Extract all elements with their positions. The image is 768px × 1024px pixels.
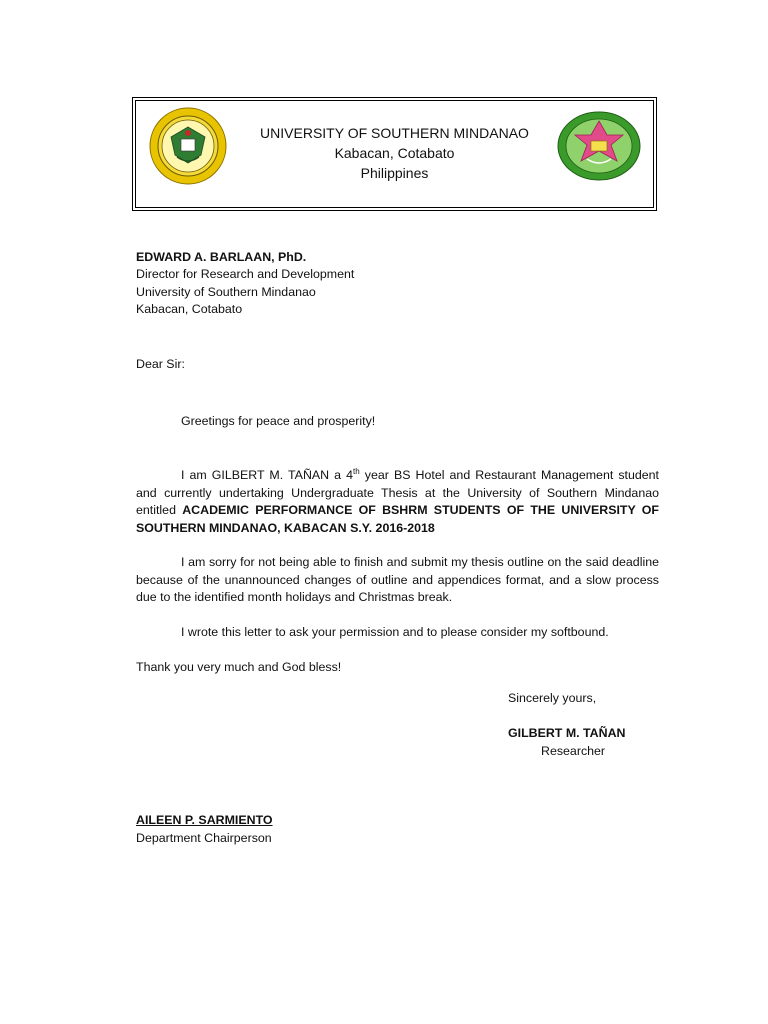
signatory-role: Researcher <box>541 744 606 758</box>
thesis-title: ACADEMIC PERFORMANCE OF BSHRM STUDENTS OF THE UNIVERSITY OF SOUTHERN MINDANAO, KABACAN S.Y. 2016-2018 <box>136 503 659 535</box>
signatory-name: GILBERT M. TAÑAN <box>508 726 626 740</box>
body-paragraph-1 <box>136 467 659 537</box>
body-paragraph-2: I am sorry for not being able to finish and submit my thesis outline on the said deadline because of the unannounced changes of outline and appendices format, and a slow process due to the identified month holidays and Christmas break. <box>136 555 659 604</box>
noted-name: AILEEN P. SARMIENTO <box>136 813 273 827</box>
university-city: Kabacan, Cotabato <box>334 145 455 161</box>
p1-start: I am GILBERT M. TAÑAN a 4 <box>181 468 354 482</box>
salutation: Dear Sir: <box>136 357 185 371</box>
letterhead <box>135 100 654 208</box>
noted-role: Department Chairperson <box>136 831 272 845</box>
recipient-title: Director for Research and Development <box>136 267 355 281</box>
recipient-institution: University of Southern Mindanao <box>136 285 316 299</box>
university-country: Philippines <box>360 165 429 181</box>
valediction: Sincerely yours, <box>508 691 597 705</box>
closing-thanks: Thank you very much and God bless! <box>136 660 342 674</box>
body-paragraph-3: I wrote this letter to ask your permission and to please consider my softbound. <box>181 625 609 639</box>
recipient-name: EDWARD A. BARLAAN, PhD. <box>136 250 307 264</box>
university-name: UNIVERSITY OF SOUTHERN MINDANAO <box>260 125 529 141</box>
p1-middle: year BS Hotel and Restaurant Management student and currently undertaking Undergraduate Thesis at the University of Southern Mindanao entitled <box>136 468 659 517</box>
recipient-address: Kabacan, Cotabato <box>136 302 243 316</box>
p1-ordinal: th <box>353 466 360 476</box>
greeting: Greetings for peace and prosperity! <box>181 414 376 428</box>
college-seal-icon <box>557 111 641 181</box>
